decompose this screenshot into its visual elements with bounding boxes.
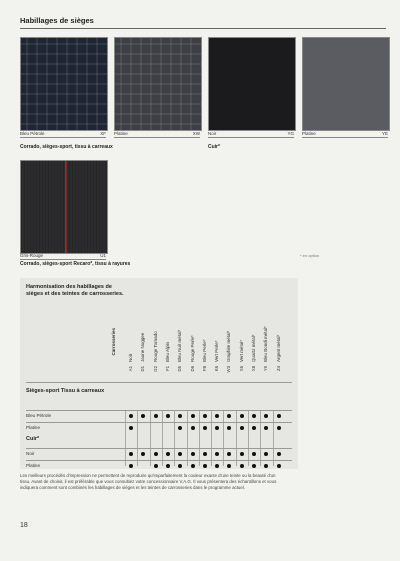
column-name: Vert Perle* [214,340,220,362]
availability-dot [277,464,281,468]
swatch-name: Noir [208,131,217,136]
availability-dot [240,414,244,418]
column-name: Noir [128,353,133,362]
availability-dot [154,414,158,418]
swatch-texture [21,38,107,130]
column-rule [211,410,212,466]
availability-dot [203,464,207,468]
row-label: Noir [26,451,35,456]
swatch-code: YE [381,131,388,136]
column-name: Jaune Nuggee [140,332,146,362]
fabric-swatch [208,37,296,131]
swatch-label [114,131,200,136]
column-name: Bleu Bondi métal* [263,326,269,362]
availability-dot [203,426,207,430]
column-code: D6 [189,366,195,372]
section-cuir: Cuir* [26,436,40,442]
availability-dot [277,452,281,456]
swatch-code: YG [287,131,294,136]
row-label: Bleu Pétrole [26,413,52,418]
availability-dot [166,414,170,418]
swatch-label [20,253,106,258]
availability-dot [252,426,256,430]
column-code: Z4 [275,366,281,372]
fabric-swatch [20,37,108,131]
row-rule [26,422,292,423]
column-rule [199,410,200,466]
column-name: Quartz métal* [251,334,256,362]
availability-dot [141,414,145,418]
column-code: D1 [140,366,146,372]
availability-dot [129,426,133,430]
swatch-label [208,131,294,136]
harmonisation-table [20,278,298,469]
column-code: Y9 [263,366,269,372]
availability-dot [215,414,219,418]
availability-dot [191,414,195,418]
option-footnote: * en option [300,253,320,258]
availability-dot [178,414,182,418]
table-title: Harmonisation des habillages de sièges et des teintes de carrosseries. [26,284,124,297]
availability-dot [215,426,219,430]
row-label: Platine [26,463,41,468]
availability-dot [252,464,256,468]
column-code: F8 [201,366,207,372]
swatch-name: Gris-Rouge [20,253,44,258]
availability-dot [203,452,207,456]
availability-dot [178,452,182,456]
swatch-code: U1 [100,253,106,258]
row-rule [26,448,292,449]
column-rule [248,410,249,466]
column-name: Bleu Nuit métal* [177,329,183,362]
availability-dot [191,426,195,430]
fabric-swatch-gris-rouge [20,160,108,254]
availability-dot [203,414,207,418]
column-name: Argent métal* [275,334,281,362]
swatch-code: XW [192,131,200,136]
column-name: Bleu Alpin [164,341,170,362]
availability-dot [129,414,133,418]
page-title: Habillages de sièges [20,16,94,25]
column-rule [273,410,274,466]
availability-dot [215,464,219,468]
section-tissu: Sièges-sport Tissu à carreaux [26,388,105,394]
availability-dot [240,464,244,468]
availability-dot [252,452,256,456]
column-code: D5 [177,366,183,372]
fabric-swatch [302,37,390,131]
swatch-name: Platine [302,131,316,136]
availability-dot [252,414,256,418]
carrosseries-label: Carrosseries [111,328,116,356]
availability-dot [141,452,145,456]
column-rule [137,410,138,466]
availability-dot [227,452,231,456]
column-rule [125,410,126,466]
disclaimer-text: Les meilleurs procédés d'impression ne permettent de reproduire qu'imparfaitement la couleur exacte d'une teinte ou la beauté d'un tissu. Avant de choisir, il est préférable que vous consultiez votre concessionnaire V.A.G. Il vous présentera des échantillons et vous indiquera comment sont combinés les habillages de sièges et les teintes de carrosseries dans le programme actuel. [20,473,277,490]
column-code: F1 [164,366,170,372]
availability-dot [129,452,133,456]
column-rule [223,410,224,466]
availability-dot [240,426,244,430]
swatch-label-rule [302,137,388,138]
availability-dot [129,464,133,468]
swatch-name: Platine [114,131,128,136]
swatch-texture [115,38,201,130]
availability-dot [264,452,268,456]
caption-row1-right: Cuir* [208,144,220,150]
column-name: Vert métal* [238,339,244,362]
column-rule [150,410,151,466]
availability-dot [264,464,268,468]
column-rule [162,410,163,466]
swatch-label-rule [20,259,106,260]
availability-dot [227,464,231,468]
column-code: X8 [251,366,256,372]
swatch-code: XF [100,131,106,136]
page-number: 18 [20,522,28,529]
header-rule [26,382,292,383]
row-rule [26,460,292,461]
column-rule [187,410,188,466]
row-label: Platine [26,425,41,430]
availability-dot [191,452,195,456]
availability-dot [277,414,281,418]
caption-row2: Corrado, sièges-sport Recaro*, tissu à rayures [20,261,131,267]
column-name: Rouge Perle* [189,335,195,362]
availability-dot [227,414,231,418]
swatch-label [20,131,106,136]
column-name: Graphite métal* [226,330,232,362]
column-code: X6 [238,366,244,372]
availability-dot [227,426,231,430]
column-name: Bleu Perle* [201,339,207,362]
column-code: W3 [226,366,232,373]
header-rule [20,28,386,29]
swatch-label-rule [208,137,294,138]
row-rule [26,410,292,411]
swatch-label-rule [20,137,106,138]
column-rule [236,410,237,466]
availability-dot [154,452,158,456]
availability-dot [264,414,268,418]
availability-dot [178,426,182,430]
caption-row1-left: Corrado, sièges-sport, tissu à carreaux [20,144,113,150]
availability-dot [240,452,244,456]
availability-dot [264,426,268,430]
fabric-swatch [114,37,202,131]
column-code: K6 [214,366,220,372]
availability-dot [154,464,158,468]
swatch-texture [21,161,107,253]
availability-dot [191,464,195,468]
column-rule [260,410,261,466]
column-name: Rouge Tornado [152,331,158,362]
column-rule [174,410,175,466]
availability-dot [215,452,219,456]
availability-dot [166,452,170,456]
swatch-name: Bleu Pétrole [20,131,45,136]
swatch-label-rule [114,137,200,138]
swatch-label [302,131,388,136]
availability-dot [277,426,281,430]
availability-dot [166,464,170,468]
availability-dot [178,464,182,468]
column-code: G2 [152,366,158,372]
column-code: A1 [128,366,133,372]
